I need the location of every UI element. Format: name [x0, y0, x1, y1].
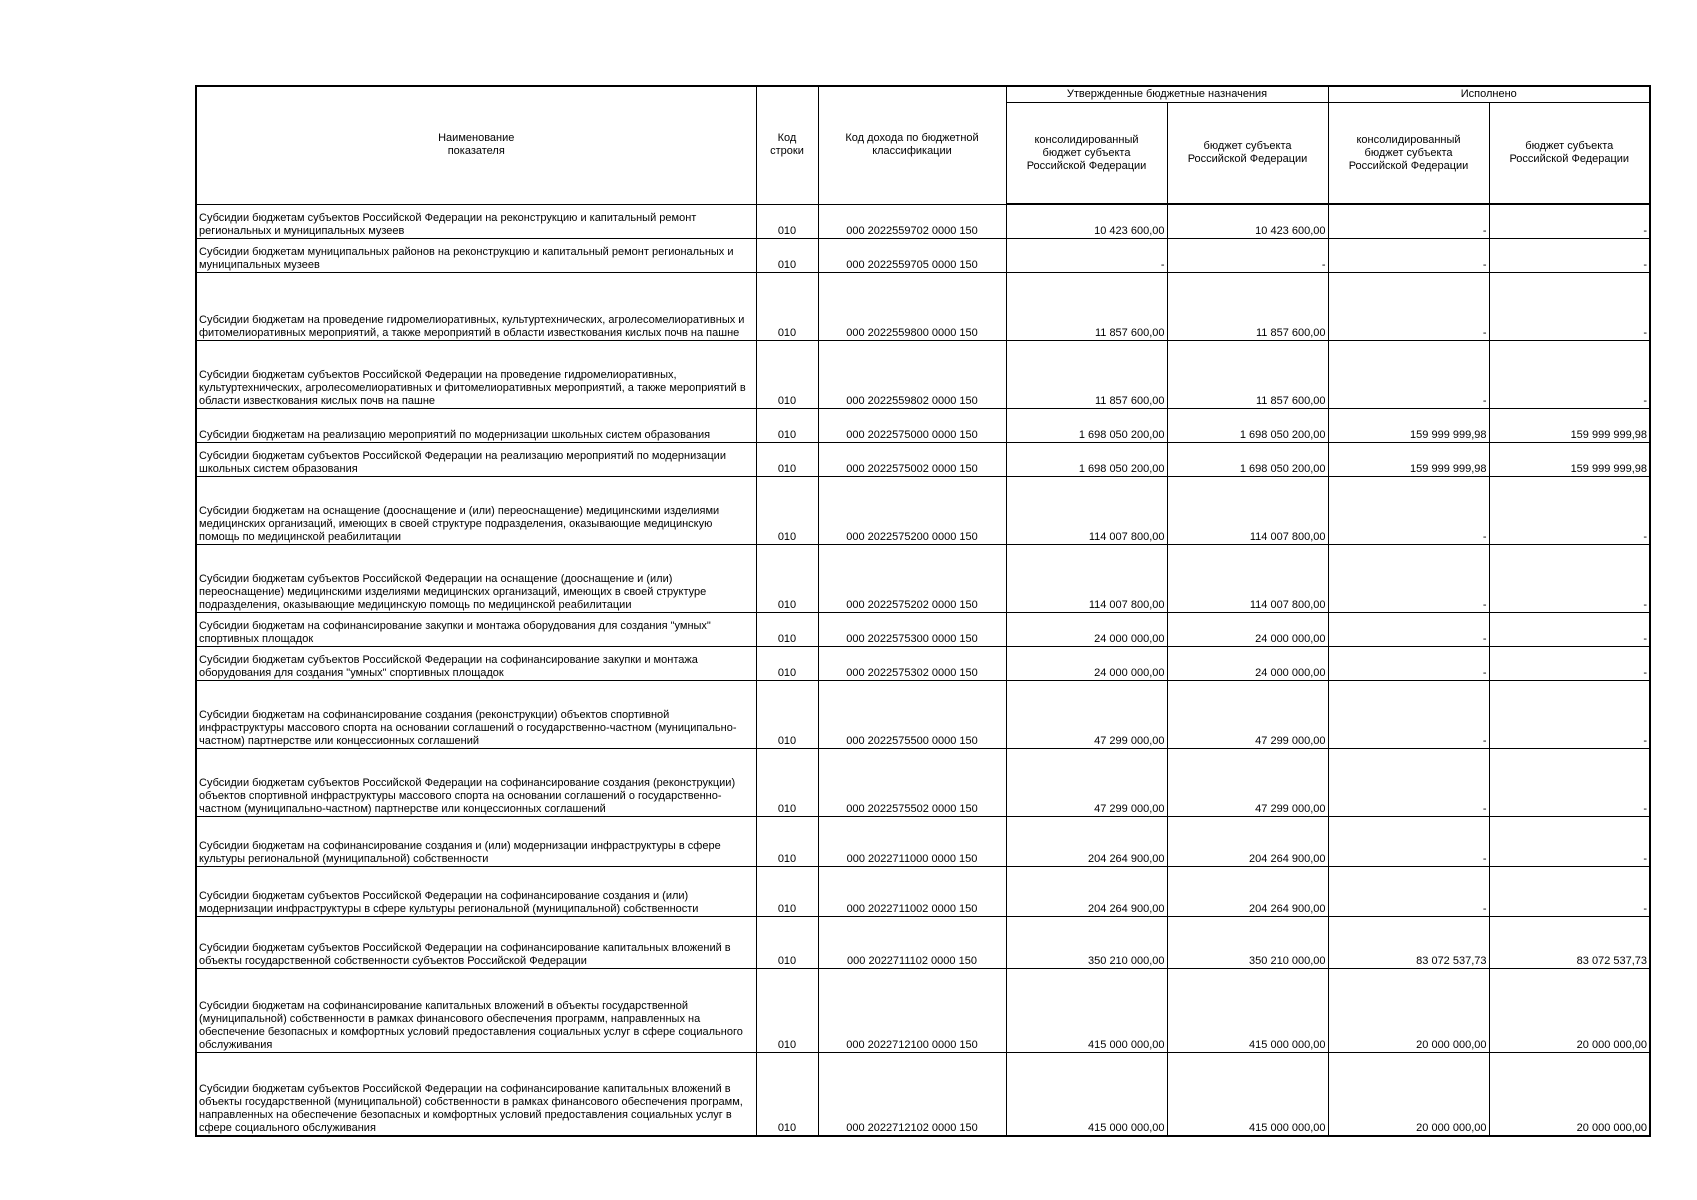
income-code-cell: 000 2022559702 0000 150: [818, 204, 1006, 238]
indicator-name-cell: Субсидии бюджетам субъектов Российской Федерации на реконструкцию и капитальный ремонт региональных и муниципальных музеев: [196, 204, 756, 238]
executed-consolidated-cell: -: [1328, 340, 1489, 408]
executed-subject-cell: -: [1489, 272, 1650, 340]
approved-consolidated-cell: -: [1006, 238, 1167, 272]
indicator-name-cell: Субсидии бюджетам на проведение гидромелиоративных, культуртехнических, агролесомелиоративных и фитомелиоративных мероприятий, а также мероприятий в области известкования кислых почв на пашне: [196, 272, 756, 340]
income-code-cell: 000 2022575302 0000 150: [818, 646, 1006, 680]
line-code-cell: 010: [756, 816, 818, 866]
executed-subject-cell: 20 000 000,00: [1489, 1052, 1650, 1136]
approved-subject-cell: 114 007 800,00: [1167, 476, 1328, 544]
table-row: [196, 204, 1650, 238]
executed-subject-cell: -: [1489, 204, 1650, 238]
executed-consolidated-cell: -: [1328, 646, 1489, 680]
executed-subject-cell: 20 000 000,00: [1489, 968, 1650, 1052]
executed-consolidated-cell: -: [1328, 612, 1489, 646]
line-code-cell: 010: [756, 1052, 818, 1136]
approved-subject-cell: 11 857 600,00: [1167, 340, 1328, 408]
header-executed-subject: бюджет субъекта Российской Федерации: [1489, 103, 1650, 205]
approved-consolidated-cell: 10 423 600,00: [1006, 204, 1167, 238]
executed-consolidated-cell: 20 000 000,00: [1328, 968, 1489, 1052]
approved-subject-cell: 204 264 900,00: [1167, 866, 1328, 916]
income-code-cell: 000 2022575002 0000 150: [818, 442, 1006, 476]
income-code-cell: 000 2022575500 0000 150: [818, 680, 1006, 748]
indicator-name-cell: Субсидии бюджетам на софинансирование создания (реконструкции) объектов спортивной инфраструктуры массового спорта на основании соглашений о государственно-частном (муниципально-частном) партнерстве или концессионных соглашений: [196, 680, 756, 748]
approved-subject-cell: 114 007 800,00: [1167, 544, 1328, 612]
income-code-cell: 000 2022559802 0000 150: [818, 340, 1006, 408]
approved-consolidated-cell: 114 007 800,00: [1006, 544, 1167, 612]
table-row: [196, 866, 1650, 916]
executed-subject-cell: -: [1489, 238, 1650, 272]
executed-consolidated-cell: -: [1328, 866, 1489, 916]
indicator-name-cell: Субсидии бюджетам на софинансирование создания и (или) модернизации инфраструктуры в сфере культуры региональной (муниципальной) собственности: [196, 816, 756, 866]
executed-subject-cell: -: [1489, 866, 1650, 916]
indicator-name-cell: Субсидии бюджетам на софинансирование капитальных вложений в объекты государственной (муниципальной) собственности в рамках финансового обеспечения программ, направленных на обеспечение безопасных и комфортных условий предоставления социальных услуг в сфере социального обслуживания: [196, 968, 756, 1052]
indicator-name-cell: Субсидии бюджетам на реализацию мероприятий по модернизации школьных систем образования: [196, 408, 756, 442]
line-code-cell: 010: [756, 476, 818, 544]
income-code-cell: 000 2022712102 0000 150: [818, 1052, 1006, 1136]
income-code-cell: 000 2022559705 0000 150: [818, 238, 1006, 272]
approved-subject-cell: 415 000 000,00: [1167, 968, 1328, 1052]
approved-subject-cell: 350 210 000,00: [1167, 916, 1328, 968]
executed-subject-cell: -: [1489, 646, 1650, 680]
table-row: [196, 476, 1650, 544]
line-code-cell: 010: [756, 748, 818, 816]
line-code-cell: 010: [756, 442, 818, 476]
line-code-cell: 010: [756, 916, 818, 968]
executed-consolidated-cell: -: [1328, 680, 1489, 748]
indicator-name-cell: Субсидии бюджетам на софинансирование закупки и монтажа оборудования для создания "умных" спортивных площадок: [196, 612, 756, 646]
approved-consolidated-cell: 350 210 000,00: [1006, 916, 1167, 968]
executed-consolidated-cell: -: [1328, 204, 1489, 238]
approved-consolidated-cell: 47 299 000,00: [1006, 680, 1167, 748]
indicator-name-cell: Субсидии бюджетам муниципальных районов на реконструкцию и капитальный ремонт региональных и муниципальных музеев: [196, 238, 756, 272]
executed-consolidated-cell: -: [1328, 816, 1489, 866]
line-code-cell: 010: [756, 612, 818, 646]
executed-subject-cell: -: [1489, 476, 1650, 544]
table-row: [196, 916, 1650, 968]
approved-consolidated-cell: 114 007 800,00: [1006, 476, 1167, 544]
indicator-name-cell: Субсидии бюджетам субъектов Российской Федерации на софинансирование капитальных вложений в объекты государственной собственности субъектов Российской Федерации: [196, 916, 756, 968]
executed-consolidated-cell: 159 999 999,98: [1328, 442, 1489, 476]
indicator-name-cell: Субсидии бюджетам субъектов Российской Федерации на реализацию мероприятий по модернизации школьных систем образования: [196, 442, 756, 476]
approved-subject-cell: 11 857 600,00: [1167, 272, 1328, 340]
income-code-cell: 000 2022575202 0000 150: [818, 544, 1006, 612]
header-group-executed: Исполнено: [1328, 86, 1650, 103]
approved-subject-cell: 47 299 000,00: [1167, 680, 1328, 748]
table-row: [196, 544, 1650, 612]
table-row: [196, 748, 1650, 816]
approved-subject-cell: 24 000 000,00: [1167, 612, 1328, 646]
table-row: [196, 612, 1650, 646]
approved-subject-cell: 415 000 000,00: [1167, 1052, 1328, 1136]
executed-subject-cell: 159 999 999,98: [1489, 408, 1650, 442]
approved-consolidated-cell: 1 698 050 200,00: [1006, 442, 1167, 476]
line-code-cell: 010: [756, 680, 818, 748]
approved-subject-cell: 10 423 600,00: [1167, 204, 1328, 238]
budget-report-table: [195, 85, 1651, 1137]
executed-consolidated-cell: 159 999 999,98: [1328, 408, 1489, 442]
line-code-cell: 010: [756, 272, 818, 340]
executed-subject-cell: -: [1489, 816, 1650, 866]
executed-consolidated-cell: -: [1328, 272, 1489, 340]
executed-subject-cell: -: [1489, 680, 1650, 748]
header-indicator-name: Наименование показателя: [196, 86, 756, 204]
income-code-cell: 000 2022712100 0000 150: [818, 968, 1006, 1052]
indicator-name-cell: Субсидии бюджетам субъектов Российской Федерации на софинансирование закупки и монтажа оборудования для создания "умных" спортивных площадок: [196, 646, 756, 680]
executed-consolidated-cell: -: [1328, 544, 1489, 612]
income-code-cell: 000 2022575502 0000 150: [818, 748, 1006, 816]
approved-consolidated-cell: 415 000 000,00: [1006, 1052, 1167, 1136]
line-code-cell: 010: [756, 646, 818, 680]
executed-subject-cell: -: [1489, 612, 1650, 646]
header-approved-subject: бюджет субъекта Российской Федерации: [1167, 103, 1328, 205]
header-line-code: Код строки: [756, 86, 818, 204]
indicator-name-cell: Субсидии бюджетам субъектов Российской Федерации на софинансирование создания (реконструкции) объектов спортивной инфраструктуры массового спорта на основании соглашений о государственно-частном (муниципально-частном) партнерстве или концессионных соглашений: [196, 748, 756, 816]
indicator-name-cell: Субсидии бюджетам субъектов Российской Федерации на софинансирование создания и (или) модернизации инфраструктуры в сфере культуры региональной (муниципальной) собственности: [196, 866, 756, 916]
executed-consolidated-cell: 83 072 537,73: [1328, 916, 1489, 968]
executed-consolidated-cell: -: [1328, 476, 1489, 544]
line-code-cell: 010: [756, 204, 818, 238]
indicator-name-cell: Субсидии бюджетам на оснащение (дооснащение и (или) переоснащение) медицинскими изделиями медицинских организаций, имеющих в своей структуре подразделения, оказывающие медицинскую помощь по медицинской реабилитации: [196, 476, 756, 544]
executed-subject-cell: 83 072 537,73: [1489, 916, 1650, 968]
approved-subject-cell: 204 264 900,00: [1167, 816, 1328, 866]
table-row: [196, 340, 1650, 408]
line-code-cell: 010: [756, 968, 818, 1052]
executed-subject-cell: 159 999 999,98: [1489, 442, 1650, 476]
table-row: [196, 442, 1650, 476]
approved-subject-cell: 1 698 050 200,00: [1167, 442, 1328, 476]
executed-subject-cell: -: [1489, 340, 1650, 408]
income-code-cell: 000 2022711002 0000 150: [818, 866, 1006, 916]
table-row: [196, 1052, 1650, 1136]
executed-consolidated-cell: 20 000 000,00: [1328, 1052, 1489, 1136]
approved-consolidated-cell: 24 000 000,00: [1006, 612, 1167, 646]
table-row: [196, 272, 1650, 340]
line-code-cell: 010: [756, 408, 818, 442]
indicator-name-cell: Субсидии бюджетам субъектов Российской Федерации на софинансирование капитальных вложений в объекты государственной (муниципальной) собственности в рамках финансового обеспечения программ, направленных на обеспечение безопасных и комфортных условий предоставления социальных услуг в сфере социального обслуживания: [196, 1052, 756, 1136]
table-row: [196, 646, 1650, 680]
approved-consolidated-cell: 204 264 900,00: [1006, 866, 1167, 916]
line-code-cell: 010: [756, 340, 818, 408]
table-row: [196, 816, 1650, 866]
income-code-cell: 000 2022711102 0000 150: [818, 916, 1006, 968]
header-income-code: Код дохода по бюджетной классификации: [818, 86, 1006, 204]
approved-subject-cell: 1 698 050 200,00: [1167, 408, 1328, 442]
approved-consolidated-cell: 24 000 000,00: [1006, 646, 1167, 680]
table-row: [196, 238, 1650, 272]
table-body: [196, 204, 1650, 1136]
table-row: [196, 408, 1650, 442]
executed-subject-cell: -: [1489, 748, 1650, 816]
line-code-cell: 010: [756, 544, 818, 612]
executed-consolidated-cell: -: [1328, 238, 1489, 272]
indicator-name-cell: Субсидии бюджетам субъектов Российской Федерации на оснащение (дооснащение и (или) переоснащение) медицинскими изделиями медицинских организаций, имеющих в своей структуре подразделения, оказывающие медицинскую помощь по медицинской реабилитации: [196, 544, 756, 612]
table-row: [196, 680, 1650, 748]
income-code-cell: 000 2022575000 0000 150: [818, 408, 1006, 442]
approved-consolidated-cell: 1 698 050 200,00: [1006, 408, 1167, 442]
income-code-cell: 000 2022711000 0000 150: [818, 816, 1006, 866]
header-approved-consolidated: консолидированный бюджет субъекта Российской Федерации: [1006, 103, 1167, 205]
approved-consolidated-cell: 11 857 600,00: [1006, 272, 1167, 340]
table-row: [196, 968, 1650, 1052]
header-group-approved: Утвержденные бюджетные назначения: [1006, 86, 1328, 103]
income-code-cell: 000 2022575200 0000 150: [818, 476, 1006, 544]
approved-consolidated-cell: 11 857 600,00: [1006, 340, 1167, 408]
approved-consolidated-cell: 47 299 000,00: [1006, 748, 1167, 816]
indicator-name-cell: Субсидии бюджетам субъектов Российской Федерации на проведение гидромелиоративных, культуртехнических, агролесомелиоративных и фитомелиоративных мероприятий, а также мероприятий в области известкования кислых почв на пашне: [196, 340, 756, 408]
header-executed-consolidated: консолидированный бюджет субъекта Российской Федерации: [1328, 103, 1489, 205]
approved-consolidated-cell: 415 000 000,00: [1006, 968, 1167, 1052]
line-code-cell: 010: [756, 866, 818, 916]
line-code-cell: 010: [756, 238, 818, 272]
approved-consolidated-cell: 204 264 900,00: [1006, 816, 1167, 866]
executed-consolidated-cell: -: [1328, 748, 1489, 816]
income-code-cell: 000 2022559800 0000 150: [818, 272, 1006, 340]
executed-subject-cell: -: [1489, 544, 1650, 612]
approved-subject-cell: 47 299 000,00: [1167, 748, 1328, 816]
approved-subject-cell: -: [1167, 238, 1328, 272]
income-code-cell: 000 2022575300 0000 150: [818, 612, 1006, 646]
approved-subject-cell: 24 000 000,00: [1167, 646, 1328, 680]
